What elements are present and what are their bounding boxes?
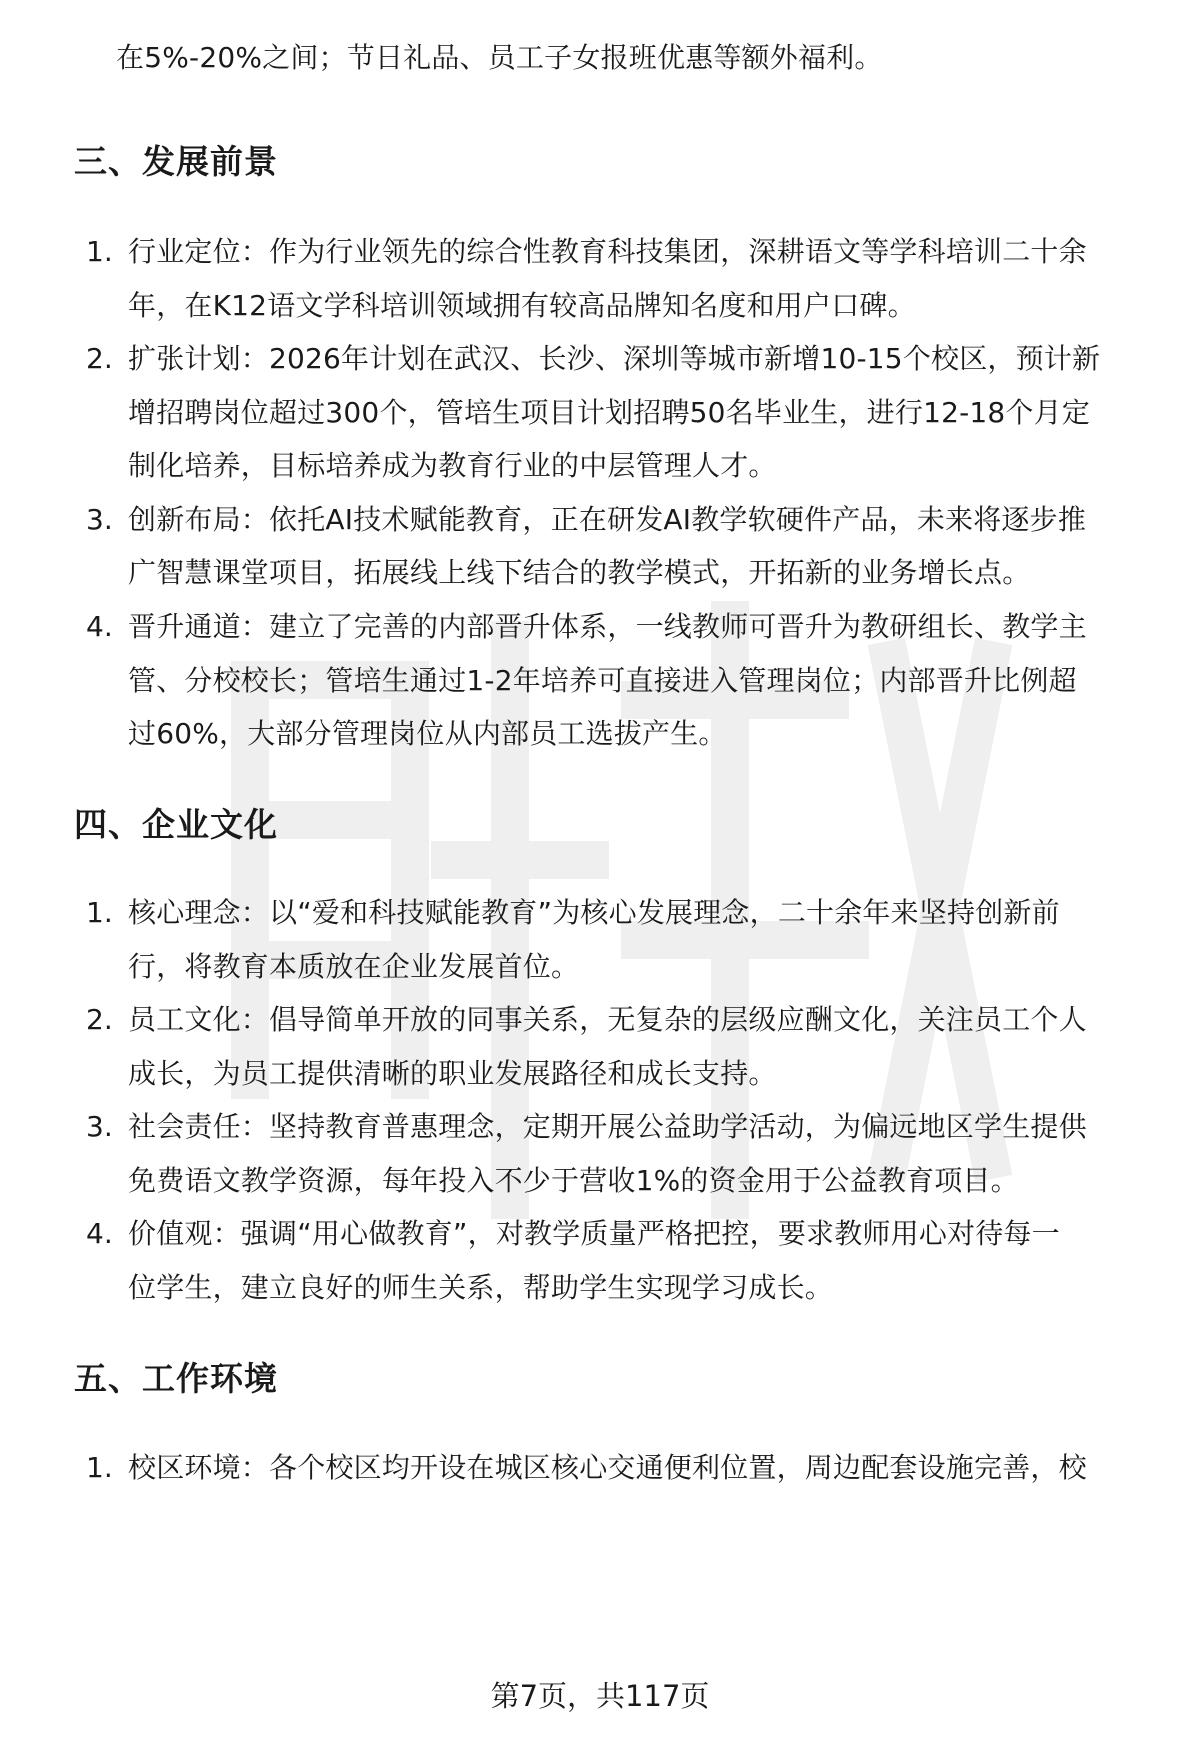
section-heading-culture: 四、企业文化 bbox=[74, 805, 278, 844]
list-item-text: 行，将教育本质放在企业发展首位。 bbox=[128, 950, 580, 983]
list-item-text: 晋升通道：建立了完善的内部晋升体系，一线教师可晋升为教研组长、教学主 bbox=[128, 610, 1087, 643]
list-item-text: 成长，为员工提供清晰的职业发展路径和成长支持。 bbox=[128, 1057, 777, 1090]
list-item-text: 增招聘岗位超过300个，管培生项目计划招聘50名毕业生，进行12-18个月定 bbox=[128, 396, 1091, 429]
list-item-number: 2. bbox=[86, 1003, 113, 1036]
list-item-number: 1. bbox=[86, 1451, 113, 1484]
list-item-text: 管、分校校长；管培生通过1-2年培养可直接进入管理岗位；内部晋升比例超 bbox=[128, 664, 1077, 697]
list-item-number: 3. bbox=[86, 503, 113, 536]
list-item-text: 员工文化：倡导简单开放的同事关系，无复杂的层级应酬文化，关注员工个人 bbox=[128, 1003, 1087, 1036]
list-item-text: 年，在K12语文学科培训领域拥有较高品牌知名度和用户口碑。 bbox=[128, 289, 916, 322]
list-item-text: 位学生，建立良好的师生关系，帮助学生实现学习成长。 bbox=[128, 1271, 834, 1304]
list-item-text: 行业定位：作为行业领先的综合性教育科技集团，深耕语文等学科培训二十余 bbox=[128, 235, 1087, 268]
continuation-text: 在5%-20%之间；节日礼品、员工子女报班优惠等额外福利。 bbox=[116, 41, 883, 74]
list-item-number: 3. bbox=[86, 1110, 113, 1143]
list-item-number: 2. bbox=[86, 342, 113, 375]
list-item-text: 广智慧课堂项目，拓展线上线下结合的教学模式，开拓新的业务增长点。 bbox=[128, 556, 1031, 589]
page-number-footer: 第7页，共117页 bbox=[490, 1679, 710, 1713]
list-item-text: 核心理念：以“爱和科技赋能教育”为核心发展理念，二十余年来坚持创新前 bbox=[128, 896, 1060, 929]
list-item-text: 过60%，大部分管理岗位从内部员工选拔产生。 bbox=[128, 717, 727, 750]
section-heading-prospects: 三、发展前景 bbox=[74, 142, 278, 181]
list-item-number: 4. bbox=[86, 1217, 113, 1250]
section-heading-environment: 五、工作环境 bbox=[74, 1359, 278, 1398]
list-item-number: 4. bbox=[86, 610, 113, 643]
list-item-text: 免费语文教学资源，每年投入不少于营收1%的资金用于公益教育项目。 bbox=[128, 1164, 1019, 1197]
list-item-text: 制化培养，目标培养成为教育行业的中层管理人才。 bbox=[128, 449, 777, 482]
list-item-text: 扩张计划：2026年计划在武汉、长沙、深圳等城市新增10-15个校区，预计新 bbox=[128, 342, 1101, 375]
list-item-text: 社会责任：坚持教育普惠理念，定期开展公益助学活动，为偏远地区学生提供 bbox=[128, 1110, 1087, 1143]
list-item-number: 1. bbox=[86, 896, 113, 929]
list-item-text: 创新布局：依托AI技术赋能教育，正在研发AI教学软硬件产品，未来将逐步推 bbox=[128, 503, 1087, 536]
list-item-text: 价值观：强调“用心做教育”，对教学质量严格把控，要求教师用心对待每一 bbox=[128, 1217, 1060, 1250]
list-item-number: 1. bbox=[86, 235, 113, 268]
list-item-text: 校区环境：各个校区均开设在城区核心交通便利位置，周边配套设施完善，校 bbox=[128, 1451, 1087, 1484]
